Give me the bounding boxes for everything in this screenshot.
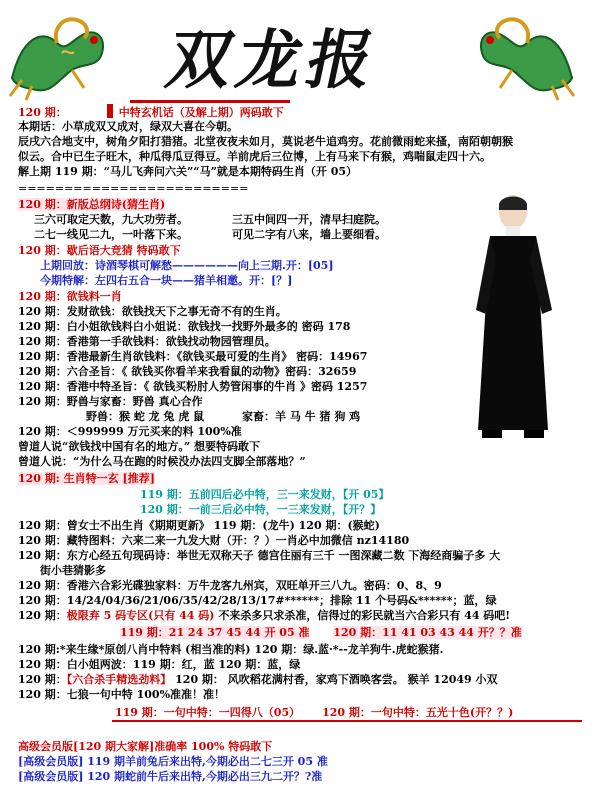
replay-line: 上期回放：诗酒琴棋可解愁——————向上三期.开：[05] bbox=[40, 259, 334, 272]
text-line: 解上期 119 期：“马儿飞奔问六关”“马”就是本期特码生肖（开 05） bbox=[18, 165, 358, 178]
section-heading: 120 期: 生肖特一玄 [推荐] bbox=[18, 472, 155, 485]
teal-line: 120 期：一前三后必中特，一三来发财，【开？】 bbox=[140, 503, 382, 516]
man-in-robe-illustration bbox=[468, 190, 558, 440]
text-line: 辰戌六合地支中，树角夕阳打猎猪。北堂夜夜未如月，莫说老牛追鸡穷。花前微雨蛇来搔，南陌朝朝猴 bbox=[18, 135, 513, 148]
text-line: 120 期：＜999999 万元买来的料 100%准 bbox=[18, 425, 242, 438]
text-line: 120 期：白小姐欲钱料白小姐说：欲钱找一找野外最多的 密码 178 bbox=[18, 320, 351, 333]
text-line: 120 期：白小姐两波：119 期：红，蓝 120 期：蓝，绿 bbox=[18, 658, 301, 671]
footer-line: 高级会员版[120 期大家解]准确率 100% 特码敢下 bbox=[18, 740, 273, 753]
text-line: 120 期：六合圣旨：《 欲钱买你看羊来我看鼠的动物》密码：32659 bbox=[18, 365, 357, 378]
text-line: 120 期：【六合杀手精选劲料】 120 期： 风吹稻花满村香，家鸡下酒唤客尝。 猴羊 12049 小双 bbox=[18, 673, 498, 686]
text-line: 曾道人说：“为什么马在跑的时候没办法四支脚全部落地？” bbox=[18, 455, 306, 468]
page-title: 双龙报 bbox=[160, 23, 387, 98]
text-line: 120 期：发财欲钱：欲钱找天下之事无奇不有的生肖。 bbox=[18, 305, 287, 318]
poem-line: 三五中间四一开，清早扫庭院。 bbox=[232, 213, 386, 226]
issue-header: 120 期： 中特玄机话（及解上期）两码敢下 bbox=[18, 106, 284, 119]
rule bbox=[112, 720, 582, 722]
poem-line: 三六可取定天数，九大功劳者。 bbox=[34, 213, 188, 226]
one-line-special: 119 期：一句中特：一四得八（05） 120 期：一句中特：五光十色(开？？) bbox=[115, 706, 514, 719]
text-line: 120 期：香港六合彩光碟独家料：万牛龙客九州宾，双旺单开三八九。密码：0、8、9 bbox=[18, 579, 442, 592]
teal-line: 119 期：五前四后必中特，三一来发财，【开 05】 bbox=[140, 488, 390, 501]
text-line: 街小巷猜影多 bbox=[40, 564, 106, 577]
text-line: 120 期：14/24/04/36/21/06/35/42/28/13/17#******；排除 11 个号码&******；蓝，绿 bbox=[18, 594, 497, 607]
dragon-right-illustration bbox=[470, 8, 582, 103]
section-heading: 120 期：欲钱料一肖 bbox=[18, 290, 122, 303]
text-line: 120 期：香港中特圣旨：《 欲钱买粉肘人势管闲事的牛肖 》密码 1257 bbox=[18, 380, 368, 393]
text-line: 120 期：藏特图料：六来二来一九发大财（开：？）一肖必中加微信 nz14180 bbox=[18, 534, 410, 547]
section-heading: 120 期：歇后语大竞猜 特码敢下 bbox=[18, 244, 181, 257]
text-line: 本期话：小草成双又成对，绿双大喜在今朝。 bbox=[18, 120, 238, 133]
header-rule bbox=[130, 100, 290, 103]
text-line: 家畜：羊 马 牛 猪 狗 鸡 bbox=[242, 410, 361, 423]
text-line: 野兽：猴 蛇 龙 兔 虎 鼠 bbox=[86, 410, 205, 423]
text-line: 120 期:*来生缘*原创八肖中特料 (相当准的料) 120 期：绿.蓝·*--龙羊狗牛.虎蛇猴猪. bbox=[18, 643, 444, 656]
poem-line: 二七一线见二九，一叶落下来。 bbox=[34, 228, 188, 241]
poem-line: 可见二字有八来，墙上要细看。 bbox=[232, 228, 386, 241]
footer-line: [高级会员版] 120 期蛇前牛后来出特,今期必出三九二开？?准 bbox=[18, 770, 323, 783]
dragon-left-illustration bbox=[2, 8, 114, 103]
text-line: 120 期：香港最新生肖欲钱料：《欲钱买最可爱的生肖》 密码：14967 bbox=[18, 350, 368, 363]
text-line: 120 期：极限弃 5 码专区(只有 44 码) 不来杀多只求杀准，信得过的彩民就当六合彩只有 44 码吧! bbox=[18, 609, 511, 622]
text-line: 曾道人说“欲钱找中国有名的地方。” 想要特码敢下 bbox=[18, 440, 260, 453]
separator: ========================= bbox=[18, 182, 249, 195]
section-heading: 120 期：新版总纲诗(猜生肖) bbox=[18, 198, 166, 211]
text-line: 似云。合中已生子旺木，种瓜得瓜豆得豆。羊前虎后三位博，上有马来下有猴，鸡喘鼠走四十六。 bbox=[18, 150, 491, 163]
text-line: 120 期：香港第一手欲钱料：欲钱找动物园管理员。 bbox=[18, 335, 276, 348]
highlight-bar: 119 期：21 24 37 45 44 开 05 准 120 期：11 41 03 43 44 开？？准 bbox=[120, 626, 522, 639]
footer-line: [高级会员版] 119 期羊前兔后来出特,今期必出二七三开 05 准 bbox=[18, 755, 328, 768]
text-line: 120 期：曾女士不出生肖《期期更新》 119 期：(龙牛) 120 期：(猴蛇) bbox=[18, 519, 380, 532]
current-line: 今期特解：左四右五合一块——猪羊相邀。开：[？] bbox=[40, 274, 293, 287]
text-line: 120 期：野兽与家畜：野兽 真心合作 bbox=[18, 395, 203, 408]
text-line: 120 期：东方心经五句现码诗：举世无双称天子 德宫住丽有三千 一图深藏二数 下海经商骗子多 大 bbox=[18, 549, 501, 562]
text-line: 120 期：七狼一句中特 100%准准！准！ bbox=[18, 688, 226, 701]
